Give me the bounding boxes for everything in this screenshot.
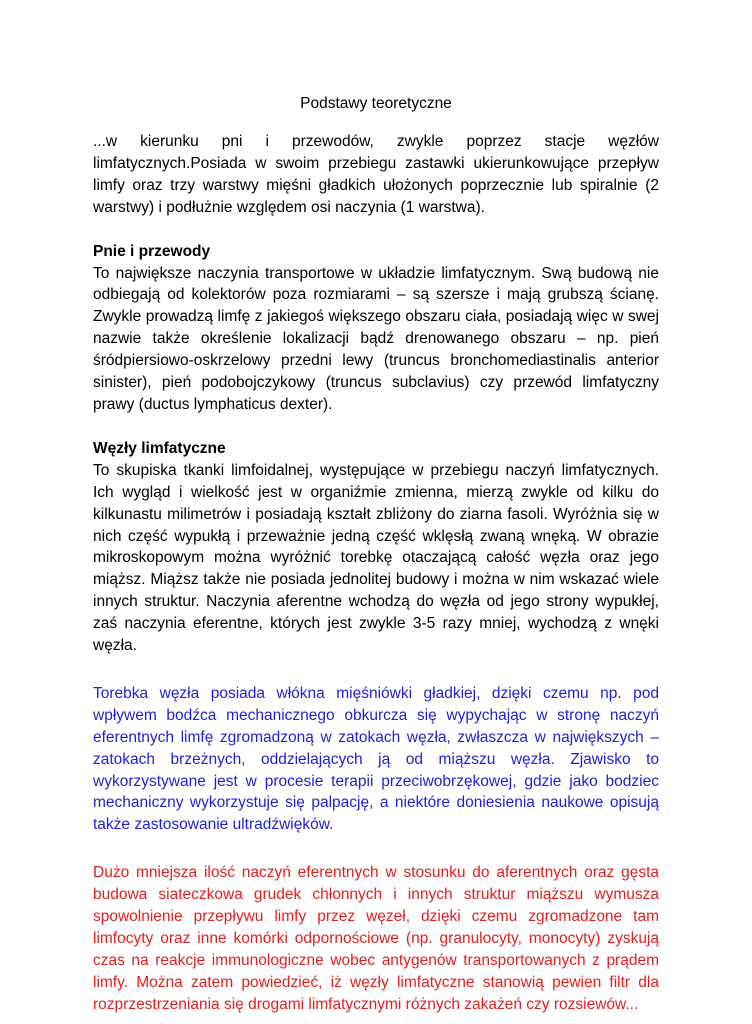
spacer	[93, 416, 659, 438]
section-heading-wezly: Węzły limfatyczne	[93, 439, 226, 457]
section-body-wezly: To skupiska tkanki limfoidalnej, występujące w przebiegu naczyń limfatycznych. Ich wygląd i wielkość jest w organiźmie zmienna, mierzą zwykle od kilku do kilkunastu milimetrów i posiadają kształt zbliżony do ziarna fasoli. Wyróżnia się w nich część wypukłą i przeważnie jedną część wklęsłą zwaną wnęką. W obrazie mikroskopowym można wyróżnić torebkę otaczającą całość węzła oraz jego miąższ. Miąższ także nie posiada jednolitej budowy i można w nim wskazać wiele innych struktur. Naczynia aferentne wchodzą do węzła od jego strony wypukłej, zaś naczynia eferentne, których jest zwykle 3-5 razy mniej, wychodzą z wnęki węzła.	[93, 461, 659, 655]
section-heading-pnie: Pnie i przewody	[93, 242, 211, 260]
blue-highlight-paragraph: Torebka węzła posiada włókna mięśniówki gładkiej, dzięki czemu np. pod wpływem bodźca mechanicznego obkurcza się wypychając w stronę naczyń eferentnych limfę zgromadzoną w zatokach węzła, zwłaszcza w największych – zatokach brzeżnych, oddzielających ją od miąższu węzła. Zjawisko to wykorzystywane jest w procesie terapii przeciwobrzękowej, gdzie jako bodziec mechaniczny wykorzystuje się palpację, a niektóre doniesienia naukowe opisują także zastosowanie ultradźwięków.	[93, 684, 659, 834]
intro-paragraph: ...w kierunku pni i przewodów, zwykle poprzez stacje węzłów limfatycznych.Posiada w swoim przebiegu zastawki ukierunkowujące przepływ limfy oraz trzy warstwy mięśni gładkich ułożonych poprzecznie lub spiralnie (2 warstwy) i podłużnie względem osi naczynia (1 warstwa).	[93, 133, 659, 216]
document-page	[93, 93, 659, 1016]
red-highlight-paragraph: Dużo mniejsza ilość naczyń eferentnych w stosunku do aferentnych oraz gęsta budowa siateczkowa grudek chłonnych i innych struktur miąższu wymusza spowolnienie przepływu limfy przez węzeł, dzięki czemu zgromadzone tam limfocyty oraz inne komórki odpornościowe (np. granulocyty, monocyty) zyskują czas na reakcje immunologiczne wobec antygenów transportowanych z prądem limfy. Można zatem powiedzieć, iż węzły limfatyczne stanowią pewien filtr dla rozprzestrzeniania się drogami limfatycznymi różnych zakażeń czy rozsiewów...	[93, 864, 659, 1013]
page-title: Podstawy teoretyczne	[300, 95, 452, 112]
spacer	[93, 219, 659, 241]
section-body-pnie: To największe naczynia transportowe w układzie limfatycznym. Swą budową nie odbiegają od kolektorów poza rozmiarami – są szersze i mają grubszą ścianę. Zwykle prowadzą limfę z jakiegoś większego obszaru ciała, posiadają więc w swej nazwie także określenie lokalizacji bądź drenowanego obszaru – np. pień śródpiersiowo-oskrzelowy przedni lewy (truncus bronchomediastinalis anterior sinister), pień podobojczykowy (truncus subclavius) czy przewód limfatyczny prawy (ductus lymphaticus dexter).	[93, 264, 659, 413]
spacer	[93, 657, 659, 683]
spacer	[93, 836, 659, 862]
